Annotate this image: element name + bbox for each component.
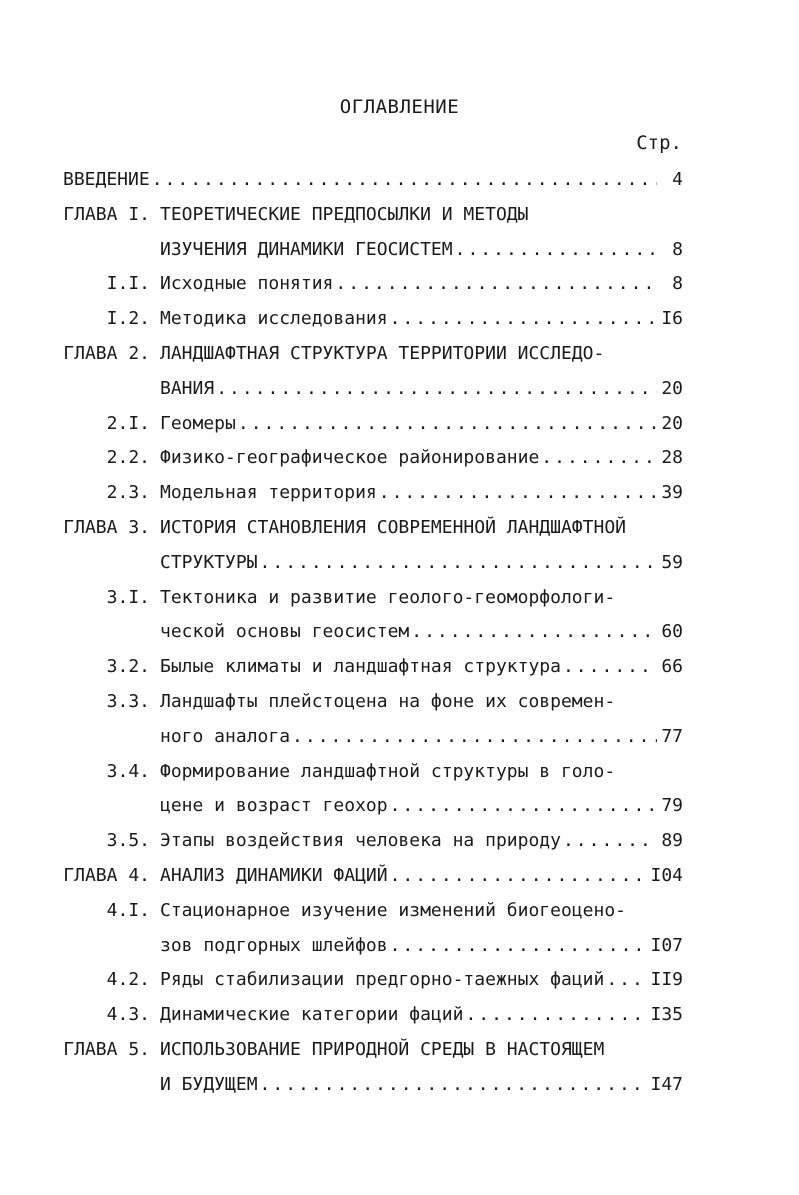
toc-entry-line (160, 721, 683, 753)
toc-entry-line (160, 860, 683, 892)
toc-entry-number: ГЛАВА I. (63, 203, 150, 225)
toc-entry (63, 860, 683, 892)
toc-entry (106, 268, 683, 300)
toc-entry-page: 66 (661, 656, 683, 678)
toc-entry-label: Формирование ландшафтной структуры в голо- (160, 760, 616, 782)
leader-dots (465, 999, 646, 1031)
toc-entry (160, 547, 683, 579)
leader-dots (292, 721, 657, 753)
leader-dots (238, 408, 657, 440)
toc-entry-label: цене и возраст геохор (160, 795, 388, 817)
toc-entry-number: 2.I. (106, 412, 150, 434)
toc-entry (160, 616, 683, 648)
toc-entry-page: 20 (661, 377, 683, 399)
toc-entry-label: Геомеры (160, 412, 236, 434)
toc-entry-page: I04 (650, 865, 683, 886)
toc-entry-number: 4.3. (106, 1004, 150, 1026)
toc-entry-line (160, 930, 683, 962)
toc-entry-label: ИСТОРИЯ СТАНОВЛЕНИЯ СОВРЕМЕННОЙ ЛАНДШАФТНОЙ (160, 517, 626, 538)
leader-dots (390, 303, 657, 335)
toc-entry (106, 408, 683, 440)
toc-entry-page: 39 (661, 482, 683, 504)
leader-dots (563, 825, 657, 857)
toc-entry-label: АНАЛИЗ ДИНАМИКИ ФАЦИЙ (160, 865, 388, 886)
toc-entry (160, 1069, 683, 1101)
toc-entry-number: 4.2. (106, 969, 150, 991)
toc-entry (160, 234, 683, 266)
toc-entry-label: зов подгорных шлейфов (160, 934, 388, 956)
toc-entry-line (160, 825, 683, 857)
toc-entry (106, 651, 683, 683)
leader-dots (390, 930, 647, 962)
toc-entry (160, 790, 683, 822)
toc-entry-page: I47 (650, 1073, 683, 1095)
toc-entry (106, 686, 683, 718)
toc-entry-number: ГЛАВА 5. (63, 1039, 150, 1060)
toc-entry-label: Динамические категории фаций (160, 1004, 464, 1026)
toc-entry-number: 2.3. (106, 482, 150, 504)
page-column-label: Стр. (636, 132, 682, 154)
leader-dots (152, 164, 657, 196)
toc-entry-label: ЛАНДШАФТНАЯ СТРУКТУРА ТЕРРИТОРИИ ИССЛЕДО- (160, 343, 605, 364)
toc-entry-line (160, 756, 683, 788)
toc-entry-page: 4 (672, 169, 683, 190)
toc-entry (63, 1034, 683, 1066)
toc-entry-label: ИЗУЧЕНИЯ ДИНАМИКИ ГЕОСИСТЕМ (160, 238, 453, 260)
toc-entry (106, 477, 683, 509)
toc-entry-line (160, 338, 683, 370)
toc-entry-label: ческой основы геосистем (160, 621, 410, 643)
toc-entry-label: ТЕОРЕТИЧЕСКИЕ ПРЕДПОСЫЛКИ И МЕТОДЫ (160, 203, 529, 225)
toc-entry-page: 28 (661, 447, 683, 469)
toc-entry-label: Исходные понятия (160, 273, 334, 295)
toc-entry-number: 3.4. (106, 760, 150, 782)
toc-entry-line (160, 547, 683, 579)
toc-entry (106, 825, 683, 857)
toc-entry-label: Ряды стабилизации предгорно-таежных фаций (160, 969, 605, 991)
toc-entry-label: ИСПОЛЬЗОВАНИЕ ПРИРОДНОЙ СРЕДЫ В НАСТОЯЩЕМ (160, 1039, 605, 1060)
toc-entry (106, 442, 683, 474)
leader-dots (606, 964, 646, 996)
toc-entry-number: 4.I. (106, 899, 150, 921)
toc-entry-line (160, 686, 683, 718)
toc-entry-number: 3.I. (106, 586, 150, 608)
leader-dots (335, 268, 657, 300)
toc-entry-line (160, 373, 683, 405)
toc-entry-page: II9 (650, 969, 683, 991)
toc-entry (63, 338, 683, 370)
toc-entry-line (160, 895, 683, 927)
toc-entry-line (160, 651, 683, 683)
toc-entry-page: 79 (661, 795, 683, 817)
toc-entry-number: I.2. (106, 308, 150, 330)
toc-entry-line (160, 477, 683, 509)
toc-entry-line (160, 512, 683, 544)
leader-dots (563, 651, 657, 683)
toc-entry-label: Былые климаты и ландшафтная структура (160, 656, 561, 678)
leader-dots (455, 234, 657, 266)
toc-entry-number: ГЛАВА 4. (63, 865, 150, 886)
toc-entry-page: 8 (672, 273, 683, 295)
toc-entry-line (160, 999, 683, 1031)
toc-entry-label: Стационарное изучение изменений биогеоцено- (160, 899, 626, 921)
toc-entry-line (160, 790, 683, 822)
toc-entry-label: СТРУКТУРЫ (160, 551, 258, 573)
toc-entry-label: Ландшафты плейстоцена на фоне их современ- (160, 691, 616, 712)
toc-entry-line (160, 303, 683, 335)
toc-entry-page: I35 (650, 1004, 683, 1026)
toc-entry-line (160, 1034, 683, 1066)
leader-dots (390, 860, 647, 892)
toc-entry-page: 89 (661, 830, 683, 852)
toc-entry (106, 964, 683, 996)
toc-entry-label: Физико-географическое районирование (160, 447, 540, 469)
page-title: ОГЛАВЛЕНИЕ (339, 96, 460, 118)
toc-entry-label: Методика исследования (160, 308, 388, 330)
leader-dots (379, 477, 657, 509)
toc-entry-line (160, 582, 683, 614)
toc-entry-number: 3.2. (106, 656, 150, 678)
toc-entry-line (160, 442, 683, 474)
leader-dots (390, 790, 657, 822)
toc-entry-label: Этапы воздействия человека на природу (160, 830, 561, 852)
toc-entry (106, 756, 683, 788)
toc-entry (160, 721, 683, 753)
toc-entry-line (63, 164, 683, 196)
toc-entry (63, 199, 683, 231)
toc-entry (63, 512, 683, 544)
toc-entry-page: 20 (661, 412, 683, 434)
toc-entry (106, 303, 683, 335)
leader-dots (411, 616, 657, 648)
toc-entry-page: 60 (661, 621, 683, 643)
leader-dots (260, 547, 657, 579)
toc-entry-number: ГЛАВА 3. (63, 517, 150, 538)
toc-entry (160, 930, 683, 962)
toc-entry (106, 895, 683, 927)
toc-entry-page: 77 (661, 725, 683, 747)
toc-entry-line (160, 1069, 683, 1101)
leader-dots (216, 373, 657, 405)
toc-entry-line (160, 234, 683, 266)
toc-entry-page: I07 (650, 934, 683, 956)
toc-entry-number: ГЛАВА 2. (63, 343, 150, 364)
toc-entry-line (160, 616, 683, 648)
toc-entry-line (160, 408, 683, 440)
toc-entry-label: ВАНИЯ (160, 377, 215, 399)
toc-entry (63, 164, 683, 196)
toc-entry (106, 582, 683, 614)
toc-entry-number: 3.3. (106, 691, 150, 712)
toc-entry-number: I.I. (106, 273, 150, 295)
toc-entry-page: I6 (661, 308, 683, 330)
toc-entry-label: Тектоника и развитие геолого-геоморфологи- (160, 586, 616, 608)
toc-entry-page: 59 (661, 551, 683, 573)
toc-entry-line (160, 268, 683, 300)
toc-entry-page: 8 (672, 238, 683, 260)
toc-entry (106, 999, 683, 1031)
leader-dots (541, 442, 657, 474)
toc-entry-number: 2.2. (106, 447, 150, 469)
leader-dots (260, 1069, 647, 1101)
toc-entry-label: ВВЕДЕНИЕ (63, 169, 150, 190)
toc-entry-label: И БУДУЩЕМ (160, 1073, 258, 1095)
toc-entry (160, 373, 683, 405)
toc-entry-label: Модельная территория (160, 482, 377, 504)
toc-entry-line (160, 964, 683, 996)
toc-entry-number: 3.5. (106, 830, 150, 852)
toc-entry-label: ного аналога (160, 725, 291, 747)
toc-entry-line (160, 199, 683, 231)
